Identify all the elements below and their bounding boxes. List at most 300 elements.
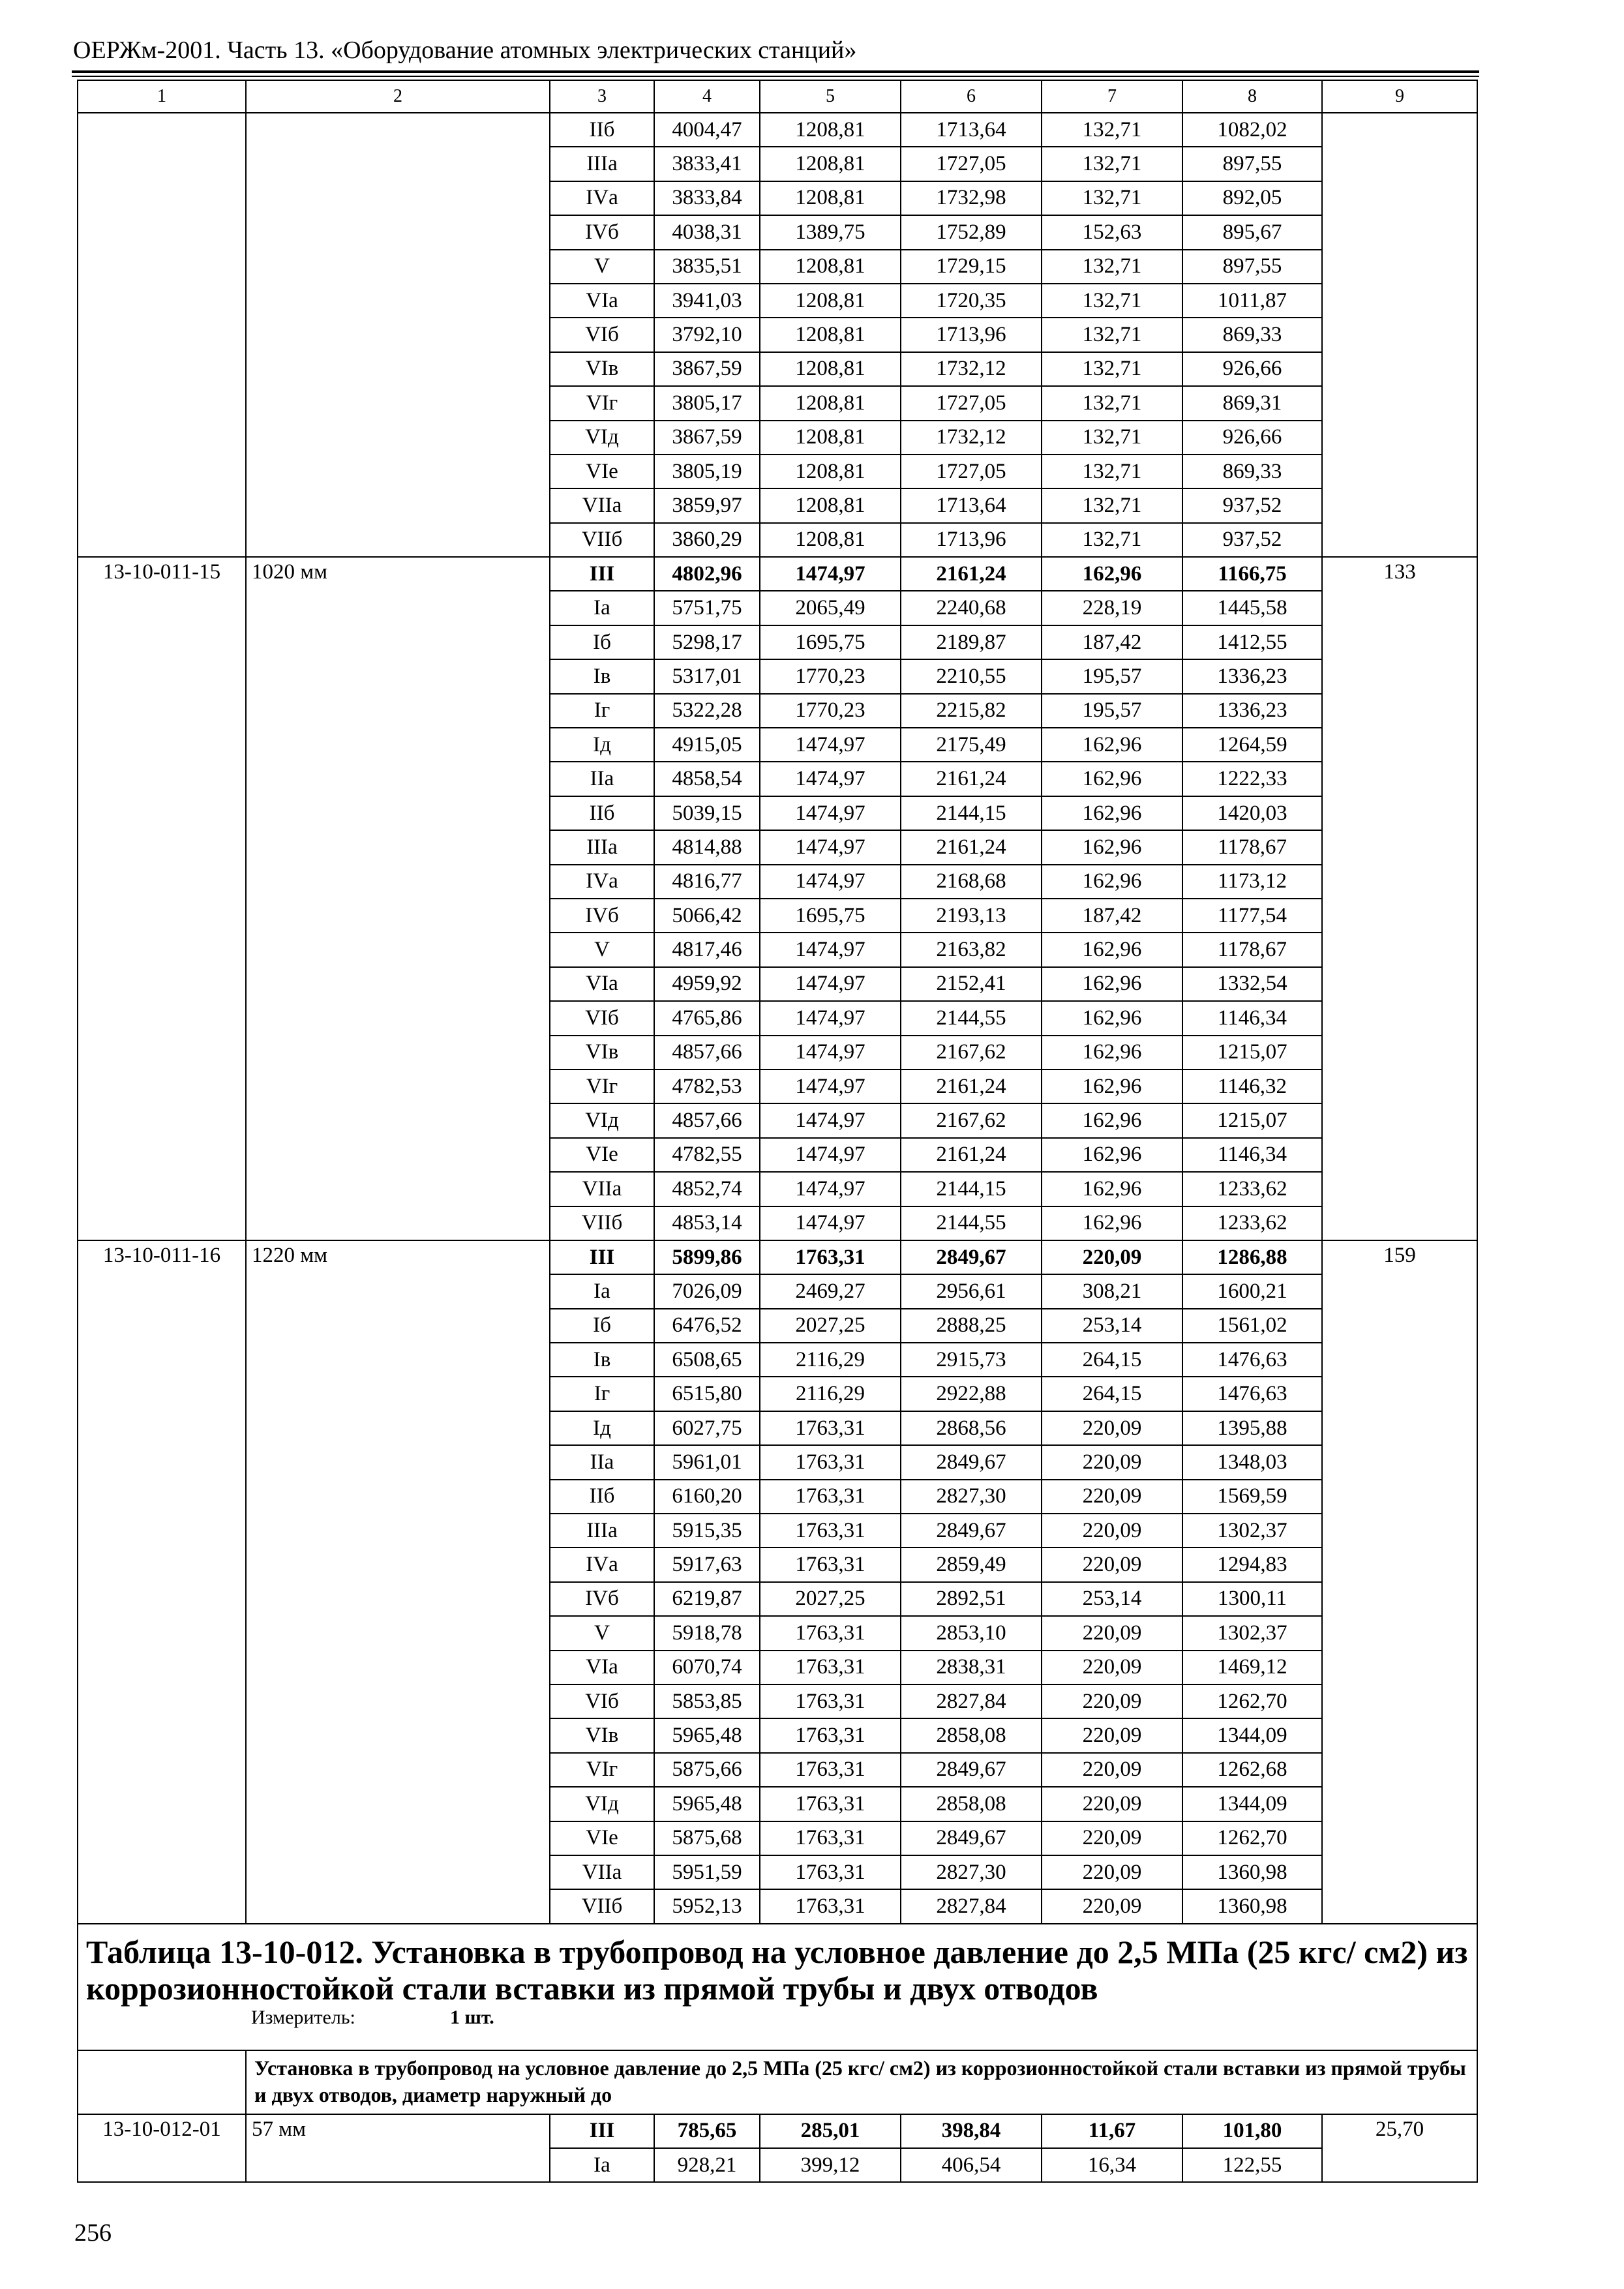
materials-cost-cell: 1600,21 <box>1182 1274 1322 1308</box>
direct-cost-cell: 5322,28 <box>654 694 760 728</box>
labor-cost-cell: 1770,23 <box>760 694 901 728</box>
rate-total: 133 <box>1322 557 1477 1240</box>
subheading: Установка в трубопровод на условное давление до 2,5 МПа (25 кгс/ см2) из коррозионностойкой стали вставки из прямой трубы и двух отводов, диаметр наружный до <box>246 2050 1477 2114</box>
materials-cost-cell: 1302,37 <box>1182 1514 1322 1548</box>
work-class-cell: VIа <box>550 284 654 318</box>
operator-wage-cell: 132,71 <box>1042 455 1182 488</box>
operator-wage-cell: 220,09 <box>1042 1753 1182 1787</box>
direct-cost-cell: 928,21 <box>654 2148 760 2182</box>
direct-cost-cell: 5317,01 <box>654 659 760 693</box>
operator-wage-cell: 264,15 <box>1042 1377 1182 1411</box>
materials-cost-cell: 1215,07 <box>1182 1036 1322 1070</box>
labor-cost-cell: 1763,31 <box>760 1240 901 1274</box>
work-class-cell: III <box>550 557 654 591</box>
machine-cost-cell: 2161,24 <box>901 762 1042 796</box>
work-class-cell: VIв <box>550 1036 654 1070</box>
machine-cost-cell: 2922,88 <box>901 1377 1042 1411</box>
column-number: 1 <box>78 80 246 113</box>
labor-cost-cell: 1763,31 <box>760 1445 901 1479</box>
work-class-cell: V <box>550 250 654 284</box>
table-title-cell <box>78 1924 1477 2050</box>
operator-wage-cell: 132,71 <box>1042 421 1182 455</box>
labor-cost-cell: 1474,97 <box>760 967 901 1001</box>
labor-cost-cell: 1763,31 <box>760 1548 901 1581</box>
operator-wage-cell: 162,96 <box>1042 865 1182 899</box>
labor-cost-cell: 1389,75 <box>760 215 901 249</box>
operator-wage-cell: 253,14 <box>1042 1309 1182 1343</box>
labor-cost-cell: 1208,81 <box>760 523 901 557</box>
labor-cost-cell: 1474,97 <box>760 1001 901 1035</box>
operator-wage-cell: 162,96 <box>1042 728 1182 762</box>
operator-wage-cell: 220,09 <box>1042 1548 1182 1581</box>
machine-cost-cell: 2161,24 <box>901 1138 1042 1172</box>
machine-cost-cell: 2168,68 <box>901 865 1042 899</box>
materials-cost-cell: 1262,70 <box>1182 1684 1322 1718</box>
work-class-cell: Iа <box>550 1274 654 1308</box>
table-title-row <box>78 1924 1477 2050</box>
operator-wage-cell: 187,42 <box>1042 625 1182 659</box>
labor-cost-cell: 1763,31 <box>760 1787 901 1821</box>
operator-wage-cell: 220,09 <box>1042 1411 1182 1445</box>
machine-cost-cell: 2859,49 <box>901 1548 1042 1581</box>
machine-cost-cell: 2956,61 <box>901 1274 1042 1308</box>
direct-cost-cell: 5298,17 <box>654 625 760 659</box>
operator-wage-cell: 220,09 <box>1042 1445 1182 1479</box>
page-number: 256 <box>74 2219 112 2247</box>
direct-cost-cell: 3805,19 <box>654 455 760 488</box>
machine-cost-cell: 2189,87 <box>901 625 1042 659</box>
work-class-cell: Iа <box>550 591 654 625</box>
machine-cost-cell: 2858,08 <box>901 1787 1042 1821</box>
direct-cost-cell: 3833,84 <box>654 181 760 215</box>
table-row <box>78 557 1477 591</box>
work-class-cell: IIIа <box>550 1514 654 1548</box>
operator-wage-cell: 132,71 <box>1042 352 1182 386</box>
operator-wage-cell: 220,09 <box>1042 1718 1182 1752</box>
work-class-cell: VIд <box>550 1103 654 1137</box>
labor-cost-cell: 1208,81 <box>760 250 901 284</box>
direct-cost-cell: 4814,88 <box>654 830 760 864</box>
machine-cost-cell: 2849,67 <box>901 1821 1042 1855</box>
rate-description: 1220 мм <box>246 1240 550 1924</box>
direct-cost-cell: 6219,87 <box>654 1582 760 1616</box>
machine-cost-cell: 1713,96 <box>901 318 1042 352</box>
labor-cost-cell: 1208,81 <box>760 386 901 420</box>
materials-cost-cell: 1233,62 <box>1182 1206 1322 1240</box>
machine-cost-cell: 1732,12 <box>901 352 1042 386</box>
operator-wage-cell: 162,96 <box>1042 1103 1182 1137</box>
table-row <box>78 113 1477 147</box>
work-class-cell: VIе <box>550 1821 654 1855</box>
labor-cost-cell: 1474,97 <box>760 1138 901 1172</box>
machine-cost-cell: 1727,05 <box>901 386 1042 420</box>
operator-wage-cell: 16,34 <box>1042 2148 1182 2182</box>
direct-cost-cell: 3805,17 <box>654 386 760 420</box>
materials-cost-cell: 1294,83 <box>1182 1548 1322 1581</box>
work-class-cell: VIд <box>550 1787 654 1821</box>
materials-cost-cell: 101,80 <box>1182 2114 1322 2148</box>
materials-cost-cell: 937,52 <box>1182 523 1322 557</box>
rate-code <box>78 113 246 557</box>
materials-cost-cell: 1286,88 <box>1182 1240 1322 1274</box>
materials-cost-cell: 895,67 <box>1182 215 1322 249</box>
materials-cost-cell: 1360,98 <box>1182 1889 1322 1923</box>
materials-cost-cell: 1344,09 <box>1182 1718 1322 1752</box>
labor-cost-cell: 1695,75 <box>760 899 901 933</box>
labor-cost-cell: 1763,31 <box>760 1855 901 1889</box>
machine-cost-cell: 2827,30 <box>901 1855 1042 1889</box>
direct-cost-cell: 3941,03 <box>654 284 760 318</box>
column-number: 5 <box>760 80 901 113</box>
direct-cost-cell: 4857,66 <box>654 1103 760 1137</box>
labor-cost-cell: 1474,97 <box>760 1070 901 1103</box>
direct-cost-cell: 7026,09 <box>654 1274 760 1308</box>
operator-wage-cell: 162,96 <box>1042 830 1182 864</box>
machine-cost-cell: 2827,84 <box>901 1889 1042 1923</box>
machine-cost-cell: 2849,67 <box>901 1753 1042 1787</box>
materials-cost-cell: 1360,98 <box>1182 1855 1322 1889</box>
materials-cost-cell: 1300,11 <box>1182 1582 1322 1616</box>
work-class-cell: VIб <box>550 1684 654 1718</box>
work-class-cell: Iг <box>550 1377 654 1411</box>
materials-cost-cell: 1445,58 <box>1182 591 1322 625</box>
direct-cost-cell: 3833,41 <box>654 147 760 181</box>
rate-code: 13-10-011-16 <box>78 1240 246 1924</box>
machine-cost-cell: 2915,73 <box>901 1343 1042 1377</box>
work-class-cell: VIб <box>550 1001 654 1035</box>
direct-cost-cell: 3867,59 <box>654 352 760 386</box>
direct-cost-cell: 6515,80 <box>654 1377 760 1411</box>
direct-cost-cell: 5951,59 <box>654 1855 760 1889</box>
labor-cost-cell: 1763,31 <box>760 1411 901 1445</box>
direct-cost-cell: 5751,75 <box>654 591 760 625</box>
direct-cost-cell: 4915,05 <box>654 728 760 762</box>
machine-cost-cell: 2210,55 <box>901 659 1042 693</box>
materials-cost-cell: 1412,55 <box>1182 625 1322 659</box>
direct-cost-cell: 3792,10 <box>654 318 760 352</box>
labor-cost-cell: 1695,75 <box>760 625 901 659</box>
machine-cost-cell: 2161,24 <box>901 830 1042 864</box>
work-class-cell: VIIа <box>550 1855 654 1889</box>
work-class-cell: IVа <box>550 865 654 899</box>
direct-cost-cell: 4004,47 <box>654 113 760 147</box>
rate-description: 1020 мм <box>246 557 550 1240</box>
operator-wage-cell: 220,09 <box>1042 1616 1182 1650</box>
labor-cost-cell: 399,12 <box>760 2148 901 2182</box>
materials-cost-cell: 1082,02 <box>1182 113 1322 147</box>
labor-cost-cell: 1208,81 <box>760 318 901 352</box>
materials-cost-cell: 1178,67 <box>1182 933 1322 966</box>
operator-wage-cell: 264,15 <box>1042 1343 1182 1377</box>
labor-cost-cell: 1208,81 <box>760 284 901 318</box>
labor-cost-cell: 1474,97 <box>760 1036 901 1070</box>
labor-cost-cell: 1208,81 <box>760 488 901 522</box>
direct-cost-cell: 4782,55 <box>654 1138 760 1172</box>
labor-cost-cell: 2027,25 <box>760 1582 901 1616</box>
direct-cost-cell: 4858,54 <box>654 762 760 796</box>
labor-cost-cell: 1474,97 <box>760 1103 901 1137</box>
work-class-cell: IVа <box>550 1548 654 1581</box>
work-class-cell: IVб <box>550 899 654 933</box>
operator-wage-cell: 220,09 <box>1042 1821 1182 1855</box>
labor-cost-cell: 1763,31 <box>760 1480 901 1514</box>
labor-cost-cell: 1474,97 <box>760 1206 901 1240</box>
operator-wage-cell: 220,09 <box>1042 1684 1182 1718</box>
work-class-cell: IIIа <box>550 830 654 864</box>
meter-value: 1 шт. <box>450 2006 494 2028</box>
machine-cost-cell: 2215,82 <box>901 694 1042 728</box>
table-row <box>78 1240 1477 1274</box>
materials-cost-cell: 1476,63 <box>1182 1343 1322 1377</box>
column-number: 3 <box>550 80 654 113</box>
labor-cost-cell: 1208,81 <box>760 181 901 215</box>
labor-cost-cell: 1763,31 <box>760 1684 901 1718</box>
materials-cost-cell: 1469,12 <box>1182 1651 1322 1684</box>
work-class-cell: IIб <box>550 113 654 147</box>
direct-cost-cell: 6508,65 <box>654 1343 760 1377</box>
materials-cost-cell: 1177,54 <box>1182 899 1322 933</box>
direct-cost-cell: 5066,42 <box>654 899 760 933</box>
operator-wage-cell: 162,96 <box>1042 1001 1182 1035</box>
operator-wage-cell: 228,19 <box>1042 591 1182 625</box>
labor-cost-cell: 1763,31 <box>760 1889 901 1923</box>
materials-cost-cell: 1395,88 <box>1182 1411 1322 1445</box>
labor-cost-cell: 1763,31 <box>760 1514 901 1548</box>
labor-cost-cell: 1208,81 <box>760 113 901 147</box>
machine-cost-cell: 2827,30 <box>901 1480 1042 1514</box>
work-class-cell: Iб <box>550 625 654 659</box>
materials-cost-cell: 1173,12 <box>1182 865 1322 899</box>
machine-cost-cell: 2163,82 <box>901 933 1042 966</box>
direct-cost-cell: 3835,51 <box>654 250 760 284</box>
machine-cost-cell: 2193,13 <box>901 899 1042 933</box>
rate-description: 57 мм <box>246 2114 550 2183</box>
direct-cost-cell: 6160,20 <box>654 1480 760 1514</box>
machine-cost-cell: 2144,55 <box>901 1206 1042 1240</box>
materials-cost-cell: 1262,68 <box>1182 1753 1322 1787</box>
operator-wage-cell: 132,71 <box>1042 147 1182 181</box>
operator-wage-cell: 11,67 <box>1042 2114 1182 2148</box>
labor-cost-cell: 1474,97 <box>760 796 901 830</box>
work-class-cell: VIа <box>550 1651 654 1684</box>
materials-cost-cell: 1262,70 <box>1182 1821 1322 1855</box>
machine-cost-cell: 2161,24 <box>901 557 1042 591</box>
labor-cost-cell: 2027,25 <box>760 1309 901 1343</box>
work-class-cell: VIг <box>550 1753 654 1787</box>
rate-total <box>1322 113 1477 557</box>
table-title: Таблица 13-10-012. Установка в трубопровод на условное давление до 2,5 МПа (25 кгс/ см2) из коррозионностойкой стали вставки из прямой трубы и двух отводов <box>86 1933 1468 2007</box>
materials-cost-cell: 1264,59 <box>1182 728 1322 762</box>
labor-cost-cell: 2116,29 <box>760 1377 901 1411</box>
materials-cost-cell: 1146,34 <box>1182 1001 1322 1035</box>
work-class-cell: IVб <box>550 215 654 249</box>
column-number: 2 <box>246 80 550 113</box>
operator-wage-cell: 195,57 <box>1042 659 1182 693</box>
operator-wage-cell: 220,09 <box>1042 1855 1182 1889</box>
operator-wage-cell: 162,96 <box>1042 557 1182 591</box>
direct-cost-cell: 4857,66 <box>654 1036 760 1070</box>
work-class-cell: VIа <box>550 967 654 1001</box>
materials-cost-cell: 1332,54 <box>1182 967 1322 1001</box>
operator-wage-cell: 132,71 <box>1042 523 1182 557</box>
materials-cost-cell: 1146,34 <box>1182 1138 1322 1172</box>
work-class-cell: VIIб <box>550 523 654 557</box>
labor-cost-cell: 1770,23 <box>760 659 901 693</box>
machine-cost-cell: 2161,24 <box>901 1070 1042 1103</box>
direct-cost-cell: 4853,14 <box>654 1206 760 1240</box>
work-class-cell: VIв <box>550 352 654 386</box>
machine-cost-cell: 2175,49 <box>901 728 1042 762</box>
machine-cost-cell: 2868,56 <box>901 1411 1042 1445</box>
direct-cost-cell: 4038,31 <box>654 215 760 249</box>
direct-cost-cell: 3867,59 <box>654 421 760 455</box>
operator-wage-cell: 152,63 <box>1042 215 1182 249</box>
work-class-cell: VIг <box>550 1070 654 1103</box>
operator-wage-cell: 220,09 <box>1042 1889 1182 1923</box>
operator-wage-cell: 162,96 <box>1042 1138 1182 1172</box>
materials-cost-cell: 1302,37 <box>1182 1616 1322 1650</box>
operator-wage-cell: 132,71 <box>1042 113 1182 147</box>
work-class-cell: VIв <box>550 1718 654 1752</box>
materials-cost-cell: 869,31 <box>1182 386 1322 420</box>
work-class-cell: VIIб <box>550 1206 654 1240</box>
work-class-cell: VIе <box>550 455 654 488</box>
work-class-cell: Iд <box>550 728 654 762</box>
direct-cost-cell: 5039,15 <box>654 796 760 830</box>
work-class-cell: VIг <box>550 386 654 420</box>
work-class-cell: VIб <box>550 318 654 352</box>
rate-total: 159 <box>1322 1240 1477 1924</box>
labor-cost-cell: 1208,81 <box>760 421 901 455</box>
materials-cost-cell: 1215,07 <box>1182 1103 1322 1137</box>
work-class-cell: Iв <box>550 1343 654 1377</box>
column-number-row <box>78 80 1477 113</box>
work-class-cell: IIа <box>550 1445 654 1479</box>
materials-cost-cell: 937,52 <box>1182 488 1322 522</box>
work-class-cell: Iд <box>550 1411 654 1445</box>
work-class-cell: Iв <box>550 659 654 693</box>
machine-cost-cell: 1729,15 <box>901 250 1042 284</box>
operator-wage-cell: 195,57 <box>1042 694 1182 728</box>
column-number: 9 <box>1322 80 1477 113</box>
direct-cost-cell: 5952,13 <box>654 1889 760 1923</box>
direct-cost-cell: 4852,74 <box>654 1172 760 1206</box>
materials-cost-cell: 1222,33 <box>1182 762 1322 796</box>
materials-cost-cell: 1561,02 <box>1182 1309 1322 1343</box>
labor-cost-cell: 2065,49 <box>760 591 901 625</box>
operator-wage-cell: 132,71 <box>1042 284 1182 318</box>
work-class-cell: VIе <box>550 1138 654 1172</box>
machine-cost-cell: 2849,67 <box>901 1240 1042 1274</box>
work-class-cell: V <box>550 933 654 966</box>
direct-cost-cell: 4765,86 <box>654 1001 760 1035</box>
materials-cost-cell: 897,55 <box>1182 250 1322 284</box>
direct-cost-cell: 4817,46 <box>654 933 760 966</box>
machine-cost-cell: 2240,68 <box>901 591 1042 625</box>
column-number: 8 <box>1182 80 1322 113</box>
machine-cost-cell: 2827,84 <box>901 1684 1042 1718</box>
rate-total: 25,70 <box>1322 2114 1477 2183</box>
labor-cost-cell: 1474,97 <box>760 557 901 591</box>
work-class-cell: IIа <box>550 762 654 796</box>
machine-cost-cell: 2853,10 <box>901 1616 1042 1650</box>
column-number: 7 <box>1042 80 1182 113</box>
work-class-cell: IIIа <box>550 147 654 181</box>
work-class-cell: VIIб <box>550 1889 654 1923</box>
rate-code: 13-10-012-01 <box>78 2114 246 2183</box>
materials-cost-cell: 1344,09 <box>1182 1787 1322 1821</box>
direct-cost-cell: 5965,48 <box>654 1787 760 1821</box>
materials-cost-cell: 1569,59 <box>1182 1480 1322 1514</box>
labor-cost-cell: 1208,81 <box>760 147 901 181</box>
direct-cost-cell: 5915,35 <box>654 1514 760 1548</box>
work-class-cell: Iб <box>550 1309 654 1343</box>
operator-wage-cell: 162,96 <box>1042 796 1182 830</box>
work-class-cell: III <box>550 1240 654 1274</box>
machine-cost-cell: 2858,08 <box>901 1718 1042 1752</box>
direct-cost-cell: 6027,75 <box>654 1411 760 1445</box>
column-number: 4 <box>654 80 760 113</box>
operator-wage-cell: 220,09 <box>1042 1651 1182 1684</box>
header-rule-thin <box>72 76 1479 77</box>
direct-cost-cell: 5961,01 <box>654 1445 760 1479</box>
subheading-spacer <box>78 2050 246 2114</box>
rates-table <box>77 80 1478 2183</box>
operator-wage-cell: 162,96 <box>1042 933 1182 966</box>
machine-cost-cell: 2144,15 <box>901 1172 1042 1206</box>
operator-wage-cell: 132,71 <box>1042 386 1182 420</box>
machine-cost-cell: 1713,64 <box>901 488 1042 522</box>
machine-cost-cell: 2167,62 <box>901 1103 1042 1137</box>
materials-cost-cell: 1348,03 <box>1182 1445 1322 1479</box>
materials-cost-cell: 1476,63 <box>1182 1377 1322 1411</box>
direct-cost-cell: 5918,78 <box>654 1616 760 1650</box>
operator-wage-cell: 187,42 <box>1042 899 1182 933</box>
direct-cost-cell: 5875,66 <box>654 1753 760 1787</box>
labor-cost-cell: 1474,97 <box>760 830 901 864</box>
operator-wage-cell: 220,09 <box>1042 1787 1182 1821</box>
direct-cost-cell: 4959,92 <box>654 967 760 1001</box>
materials-cost-cell: 1420,03 <box>1182 796 1322 830</box>
direct-cost-cell: 5899,86 <box>654 1240 760 1274</box>
operator-wage-cell: 132,71 <box>1042 318 1182 352</box>
direct-cost-cell: 4782,53 <box>654 1070 760 1103</box>
machine-cost-cell: 398,84 <box>901 2114 1042 2148</box>
materials-cost-cell: 869,33 <box>1182 455 1322 488</box>
labor-cost-cell: 1474,97 <box>760 865 901 899</box>
labor-cost-cell: 1208,81 <box>760 455 901 488</box>
rates-table-body <box>78 80 1477 2182</box>
work-class-cell: IIб <box>550 1480 654 1514</box>
machine-cost-cell: 1713,96 <box>901 523 1042 557</box>
operator-wage-cell: 132,71 <box>1042 250 1182 284</box>
materials-cost-cell: 1233,62 <box>1182 1172 1322 1206</box>
machine-cost-cell: 2849,67 <box>901 1445 1042 1479</box>
work-class-cell: IVб <box>550 1582 654 1616</box>
machine-cost-cell: 2849,67 <box>901 1514 1042 1548</box>
work-class-cell: III <box>550 2114 654 2148</box>
materials-cost-cell: 1146,32 <box>1182 1070 1322 1103</box>
operator-wage-cell: 132,71 <box>1042 181 1182 215</box>
materials-cost-cell: 892,05 <box>1182 181 1322 215</box>
direct-cost-cell: 4802,96 <box>654 557 760 591</box>
operator-wage-cell: 162,96 <box>1042 1172 1182 1206</box>
operator-wage-cell: 162,96 <box>1042 1070 1182 1103</box>
table-row <box>78 2114 1477 2148</box>
materials-cost-cell: 122,55 <box>1182 2148 1322 2182</box>
operator-wage-cell: 162,96 <box>1042 762 1182 796</box>
materials-cost-cell: 1336,23 <box>1182 659 1322 693</box>
